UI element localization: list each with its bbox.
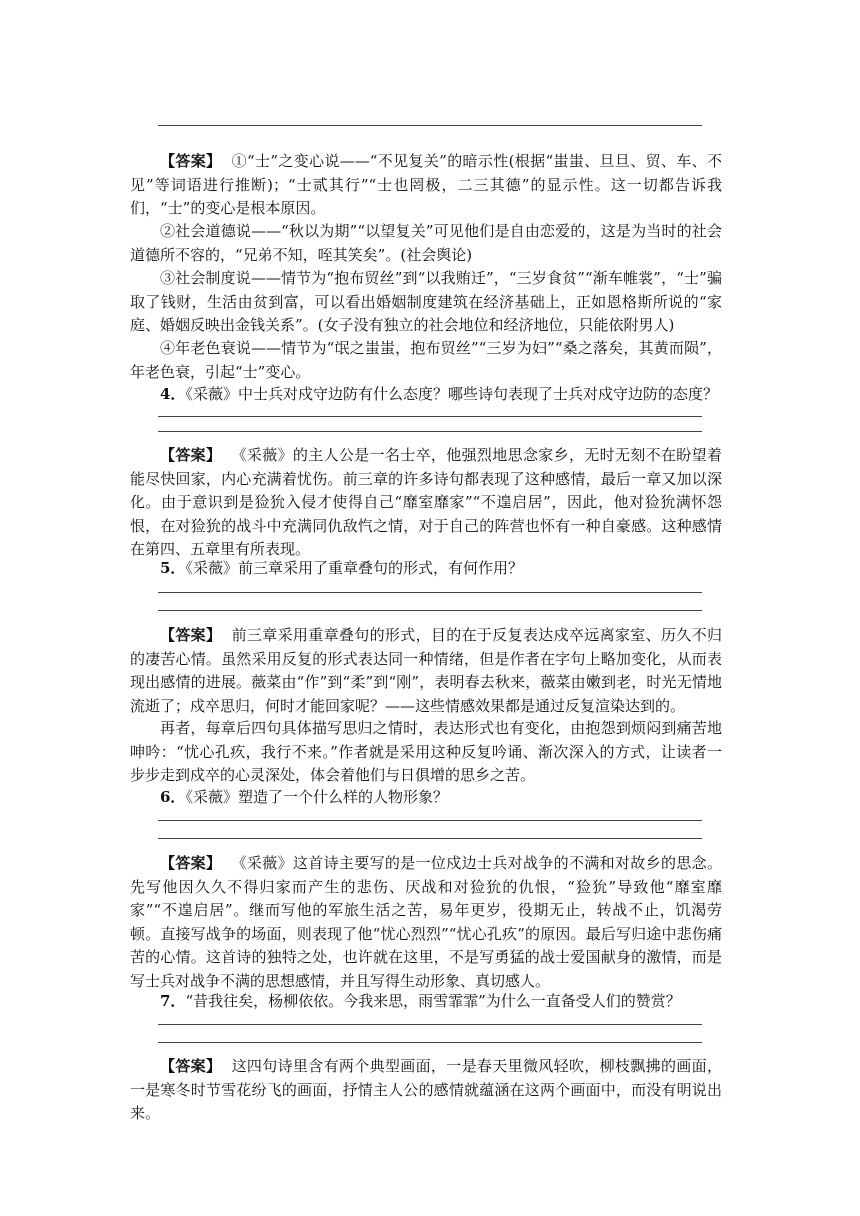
answer-text: ④年老色衰说——情节为“氓之蚩蚩，抱布贸丝”“三岁为妇”“桑之落矣，其黄而陨”，年老色衰，引起“士”变心。 — [130, 339, 722, 381]
answer-line — [158, 610, 702, 611]
answer-line — [158, 1042, 702, 1043]
answer-text: 这四句诗里含有两个典型画面，一是春天里微风轻吹，柳枝飘拂的画面，一是寒冬时节雪花纷飞的画面，抒情主人公的感情就蕴涵在这两个画面中，而没有明说出来。 — [130, 1057, 722, 1122]
answer-paragraph — [130, 220, 722, 267]
answer-paragraph — [130, 1055, 722, 1126]
answer-line — [158, 820, 702, 821]
answer-line — [158, 416, 702, 417]
answer-paragraph — [130, 444, 722, 562]
question-6 — [130, 786, 722, 810]
question-5 — [130, 557, 722, 581]
answer-line — [158, 125, 702, 126]
question-text: 《采薇》前三章采用了重章叠句的形式，有何作用？ — [185, 559, 523, 577]
answer-paragraph — [130, 717, 722, 788]
answer-text: 《采薇》这首诗主要写的是一位戍边士兵对战争的不满和对故乡的思念。先写他因久久不得归家而产生的悲伤、厌战和对猃狁的仇恨，“猃狁”导致他“靡室靡家”“不遑启居”。继而写他的军旅生活之苦，易年更岁，役期无止，转战不止，饥渴劳顿。直接写战争的场面，则表现了他“忧心烈烈”“忧心孔疚”的原因。最后写归途中悲伤痛苦的心情。这首诗的独特之处，也许就在这里，不是写勇猛的战士爱国献身的激情，而是写士兵对战争不满的思想感情，并且写得生动形象、真切感人。 — [130, 854, 722, 990]
answer-text: ②社会道德说——“秋以为期”“以望复关”可见他们是自由恋爱的，这是为当时的社会道德所不容的，“兄弟不知，咥其笑矣”。(社会舆论) — [130, 222, 722, 264]
answer-label: 【答案】 — [160, 152, 222, 170]
answer-paragraph — [130, 624, 722, 718]
answer-label: 【答案】 — [160, 626, 222, 644]
answer-label: 【答案】 — [160, 854, 222, 872]
question-number: 4． — [160, 385, 186, 403]
answer-line — [158, 1024, 702, 1025]
answer-line — [158, 592, 702, 593]
question-text: 《采薇》中士兵对戍守边防有什么态度？哪些诗句表现了士兵对戍守边防的态度？ — [185, 385, 718, 403]
answer-line — [158, 838, 702, 839]
answer-line — [158, 431, 702, 432]
answer-paragraph — [130, 267, 722, 338]
question-text: “昔我往矣，杨柳依依。今我来思，雨雪霏霏”为什么一直备受人们的赞赏？ — [185, 992, 681, 1010]
answer-paragraph — [130, 852, 722, 993]
answer-text: 前三章采用重章叠句的形式，目的在于反复表达戍卒远离家室、历久不归的凄苦心情。虽然采用反复的形式表达同一种情绪，但是作者在字句上略加变化，从而表现出感情的进展。薇菜由“作”到“柔”到“刚”，表明春去秋来，薇菜由嫩到老，时光无情地流逝了；戍卒思归，何时才能回家呢？——这些情感效果都是通过反复渲染达到的。 — [130, 626, 722, 715]
answer-text: ③社会制度说——情节为“抱布贸丝”到“以我贿迁”，“三岁食贫”“渐车帷裳”，“士”骗取了钱财，生活由贫到富，可以看出婚姻制度建筑在经济基础上，正如恩格斯所说的“家庭、婚姻反映出金钱关系”。(女子没有独立的社会地位和经济地位，只能依附男人) — [130, 269, 722, 334]
question-number: 7． — [160, 992, 186, 1010]
question-7 — [130, 990, 722, 1014]
answer-label: 【答案】 — [160, 446, 222, 464]
answer-text: 《采薇》的主人公是一名士卒，他强烈地思念家乡，无时无刻不在盼望着能尽快回家，内心充满着忧伤。前三章的许多诗句都表现了这种感情，最后一章又加以深化。由于意识到是猃狁入侵才使得自己“靡室靡家”“不遑启居”，因此，他对猃狁满怀怨恨，在对猃狁的战斗中充满同仇敌忾之情，对于自己的阵营也怀有一种自豪感。这种感情在第四、五章里有所表现。 — [130, 446, 722, 558]
question-4 — [130, 383, 722, 407]
question-text: 《采薇》塑造了一个什么样的人物形象？ — [185, 788, 448, 806]
question-number: 6． — [160, 788, 186, 806]
answer-label: 【答案】 — [160, 1057, 222, 1075]
answer-text: ①“士”之变心说——“不见复关”的暗示性(根据“蚩蚩、旦旦、贸、车、不见”等词语进行推断)；“士贰其行”“士也罔极，二三其德”的显示性。这一切都告诉我们，“士”的变心是根本原因。 — [130, 152, 722, 217]
answer-text: 再者，每章后四句具体描写思归之情时，表达形式也有变化，由抱怨到烦闷到痛苦地呻吟：“忧心孔疚，我行不来。”作者就是采用这种反复吟诵、渐次深入的方式，让读者一步步走到戍卒的心灵深处，体会着他们与日俱增的思乡之苦。 — [130, 719, 722, 784]
question-number: 5． — [160, 559, 186, 577]
answer-paragraph — [130, 337, 722, 384]
answer-paragraph — [130, 150, 722, 221]
